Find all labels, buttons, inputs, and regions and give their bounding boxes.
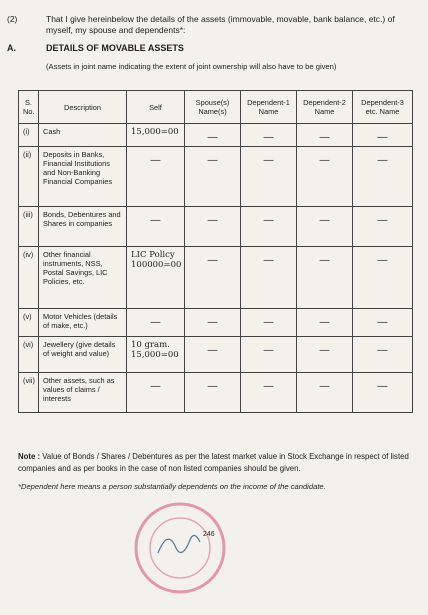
- cell-spouse-value: —: [207, 317, 218, 328]
- cell-sno: [19, 337, 39, 373]
- cell-dependent-2: [297, 337, 353, 373]
- cell-dependent-1-value: —: [263, 155, 274, 166]
- cell-description-value: Cash: [43, 127, 61, 136]
- cell-dependent-2: [297, 373, 353, 413]
- header-spouse: Spouse(s) Name(s): [185, 91, 241, 124]
- header-dependent-2: Dependent-2 Name: [297, 91, 353, 124]
- cell-self-value: —: [150, 215, 161, 226]
- cell-dependent-1: [241, 207, 297, 247]
- movable-assets-table: [18, 90, 413, 413]
- cell-description-value: Deposits in Banks, Financial Institutions and Non-Banking Financial Companies: [43, 150, 113, 186]
- cell-dependent-2: [297, 124, 353, 147]
- cell-description: [39, 309, 127, 337]
- cell-spouse: [185, 247, 241, 309]
- cell-dependent-1-value: —: [263, 215, 274, 226]
- cell-dependent-1-value: —: [263, 132, 274, 143]
- cell-dependent-3: [353, 309, 413, 337]
- cell-sno: [19, 373, 39, 413]
- cell-dependent-2: [297, 247, 353, 309]
- cell-dependent-2-value: —: [319, 132, 330, 143]
- cell-description-value: Jewellery (give details of weight and value): [43, 340, 116, 358]
- header-sno: S. No.: [19, 91, 39, 124]
- cell-spouse: [185, 124, 241, 147]
- cell-dependent-3: [353, 373, 413, 413]
- cell-spouse: [185, 207, 241, 247]
- cell-spouse: [185, 337, 241, 373]
- cell-dependent-1: [241, 337, 297, 373]
- cell-sno-value: (ii): [23, 150, 32, 159]
- cell-dependent-2-value: —: [319, 381, 330, 392]
- header-description: Description: [39, 91, 127, 124]
- cell-dependent-2-value: —: [319, 215, 330, 226]
- cell-description-value: Other financial instruments, NSS, Postal Savings, LIC Policies, etc.: [43, 250, 108, 286]
- cell-description-value: Other assets, such as values of claims / interests: [43, 376, 115, 403]
- table-row: [19, 124, 413, 147]
- cell-description-value: Motor Vehicles (details of make, etc.): [43, 312, 118, 330]
- cell-dependent-3-value: —: [377, 255, 388, 266]
- header-dependent-3: Dependent-3 etc. Name: [353, 91, 413, 124]
- note: [18, 451, 418, 475]
- cell-dependent-2-value: —: [319, 255, 330, 266]
- cell-dependent-2-value: —: [319, 317, 330, 328]
- table-row: [19, 207, 413, 247]
- table-row: [19, 247, 413, 309]
- cell-description-value: Bonds, Debentures and Shares in companies: [43, 210, 121, 228]
- cell-dependent-3: [353, 124, 413, 147]
- cell-sno: [19, 309, 39, 337]
- cell-self-value: 15,000=00: [131, 127, 179, 137]
- cell-dependent-1-value: —: [263, 381, 274, 392]
- page-number: 246: [203, 531, 215, 538]
- cell-sno: [19, 247, 39, 309]
- section-title: DETAILS OF MOVABLE ASSETS: [46, 43, 184, 53]
- dependent-note: *Dependent here means a person substantially dependents on the income of the candidate.: [18, 482, 326, 491]
- cell-spouse: [185, 309, 241, 337]
- cell-self: [127, 124, 185, 147]
- cell-self-value: —: [150, 155, 161, 166]
- cell-dependent-2: [297, 147, 353, 207]
- cell-dependent-1: [241, 373, 297, 413]
- intro-number: (2): [7, 14, 18, 24]
- cell-dependent-3: [353, 337, 413, 373]
- cell-self: [127, 147, 185, 207]
- cell-self-value: —: [150, 317, 161, 328]
- cell-sno-value: (iii): [23, 210, 33, 219]
- cell-dependent-1-value: —: [263, 255, 274, 266]
- header-dependent-1: Dependent-1 Name: [241, 91, 297, 124]
- cell-dependent-3-value: —: [377, 132, 388, 143]
- table-row: [19, 147, 413, 207]
- cell-description: [39, 207, 127, 247]
- table-row: [19, 337, 413, 373]
- cell-dependent-3-value: —: [377, 317, 388, 328]
- cell-self: [127, 247, 185, 309]
- cell-sno-value: (v): [23, 312, 32, 321]
- cell-spouse-value: —: [207, 381, 218, 392]
- cell-sno-value: (iv): [23, 250, 34, 259]
- cell-dependent-3-value: —: [377, 345, 388, 356]
- cell-dependent-1: [241, 124, 297, 147]
- cell-dependent-3: [353, 247, 413, 309]
- cell-description: [39, 124, 127, 147]
- cell-dependent-1-value: —: [263, 345, 274, 356]
- intro-text: That I give hereinbelow the details of the assets (immovable, movable, bank balance, etc.) of myself, my spouse and dependents*:: [46, 14, 395, 35]
- official-seal-stamp: [128, 498, 238, 598]
- cell-dependent-2-value: —: [319, 155, 330, 166]
- cell-self: [127, 337, 185, 373]
- table-header-row: [19, 91, 413, 124]
- cell-dependent-3: [353, 207, 413, 247]
- note-text: Value of Bonds / Shares / Debentures as per the latest market value in Stock Exchange in respect of listed companies and as per books in the case of non listed companies should be given.: [18, 452, 409, 473]
- table-row: [19, 373, 413, 413]
- section-letter: A.: [7, 43, 16, 53]
- table-row: [19, 309, 413, 337]
- cell-self-value: 10 gram. 15,000=00: [131, 340, 179, 360]
- cell-self: [127, 373, 185, 413]
- cell-spouse-value: —: [207, 345, 218, 356]
- cell-spouse-value: —: [207, 255, 218, 266]
- cell-sno-value: (i): [23, 127, 30, 136]
- cell-spouse: [185, 147, 241, 207]
- cell-dependent-1: [241, 147, 297, 207]
- cell-spouse: [185, 373, 241, 413]
- cell-description: [39, 373, 127, 413]
- cell-spouse-value: —: [207, 132, 218, 143]
- cell-dependent-3: [353, 147, 413, 207]
- cell-self: [127, 309, 185, 337]
- cell-dependent-2: [297, 207, 353, 247]
- cell-dependent-1: [241, 309, 297, 337]
- cell-sno-value: (vii): [23, 376, 35, 385]
- cell-spouse-value: —: [207, 155, 218, 166]
- note-label: Note :: [18, 452, 41, 461]
- cell-dependent-3-value: —: [377, 381, 388, 392]
- cell-dependent-3-value: —: [377, 155, 388, 166]
- cell-sno: [19, 147, 39, 207]
- cell-dependent-1-value: —: [263, 317, 274, 328]
- cell-description: [39, 337, 127, 373]
- cell-sno: [19, 207, 39, 247]
- cell-dependent-2-value: —: [319, 345, 330, 356]
- cell-description: [39, 147, 127, 207]
- cell-sno: [19, 124, 39, 147]
- header-self: Self: [127, 91, 185, 124]
- cell-self: [127, 207, 185, 247]
- cell-self-value: LIC Policy 100000=00: [131, 250, 182, 270]
- cell-sno-value: (vi): [23, 340, 34, 349]
- cell-spouse-value: —: [207, 215, 218, 226]
- cell-dependent-1: [241, 247, 297, 309]
- cell-dependent-3-value: —: [377, 215, 388, 226]
- cell-description: [39, 247, 127, 309]
- section-subtitle: (Assets in joint name indicating the extent of joint ownership will also have to be given): [46, 62, 337, 71]
- cell-dependent-2: [297, 309, 353, 337]
- cell-self-value: —: [150, 381, 161, 392]
